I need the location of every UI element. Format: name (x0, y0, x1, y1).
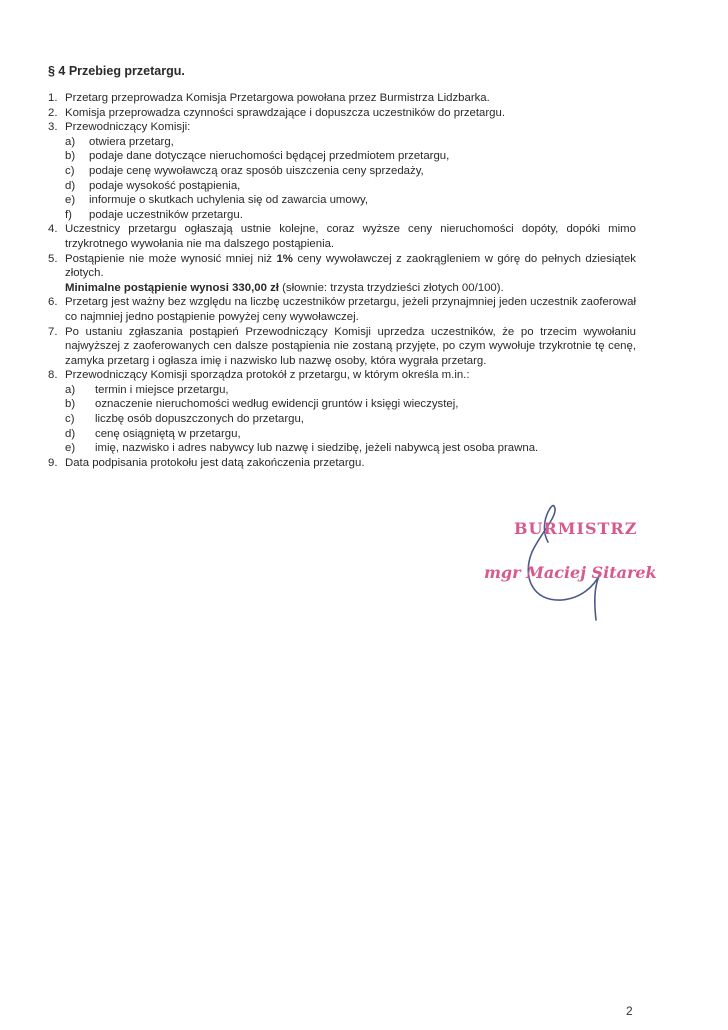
list-item: 7. Po ustaniu zgłaszania postąpień Przewodniczący Komisji uprzedza uczestników, że po trzecim wywołaniu najwyższej z zaoferowanych cen dalsze postąpienia nie zostaną przyjęte, po czym wywołuje trzykrotnie tę cenę, zamyka przetarg i ogłasza imię i nazwisko lub nazwę osoby, która wygrała przetarg. (48, 325, 636, 367)
section-heading: § 4 Przebieg przetargu. (48, 64, 185, 78)
list-item: 9. Data podpisania protokołu jest datą zakończenia przetargu. (48, 456, 365, 469)
list-item: 2. Komisja przeprowadza czynności sprawdzające i dopuszcza uczestników do przetargu. (48, 106, 506, 119)
sub-item: e) informuje o skutkach uchylenia się od zawarcia umowy, (65, 194, 368, 207)
stamp-name: mgr Maciej Sitarek (484, 563, 657, 582)
sub-item: b) oznaczenie nieruchomości według ewidencji gruntów i księgi wieczystej, (65, 398, 459, 411)
stamp-title: BURMISTRZ (514, 519, 638, 538)
sub-item: d) cenę osiągniętą w przetargu, (65, 427, 241, 440)
list-item: 8. Przewodniczący Komisji sporządza protokół z przetargu, w którym określa m.in.: (48, 369, 470, 382)
document-body (48, 91, 636, 470)
sub-item: d) podaje wysokość postąpienia, (65, 179, 241, 192)
sub-item: a) termin i miejsce przetargu, (65, 383, 229, 396)
signature-icon (470, 494, 650, 624)
list-item: 5. Postąpienie nie może wynosić mniej niż 1% ceny wywoławczej z zaokrągleniem w górę do pełnych dziesiątek złotych. Minimalne postąpienie wynosi 330,00 zł (słownie: trzysta trzydzieści złotych 00/100). (48, 252, 637, 294)
sub-item: f) podaje uczestników przetargu. (65, 208, 243, 221)
sub-item: b) podaje dane dotyczące nieruchomości będącej przedmiotem przetargu, (65, 150, 450, 163)
list-item: 4. Uczestnicy przetargu ogłaszają ustnie kolejne, coraz wyższe ceny nieruchomości dopóty, dopóki mimo trzykrotnego wywołania nie ma dalszego postąpienia. (48, 223, 636, 250)
list-item: 3. Przewodniczący Komisji: (48, 121, 191, 134)
sub-item: a) otwiera przetarg, (65, 135, 174, 148)
list-item: 1. Przetarg przeprowadza Komisja Przetargowa powołana przez Burmistrza Lidzbarka. (48, 92, 490, 104)
sub-item: e) imię, nazwisko i adres nabywcy lub nazwę i siedzibę, jeżeli nabywcą jest osoba prawna. (65, 442, 539, 455)
list-item: 6. Przetarg jest ważny bez względu na liczbę uczestników przetargu, jeżeli przynajmniej jeden uczestnik zaoferował co najmniej jedno postąpienie powyżej ceny wywoławczej. (48, 296, 636, 323)
sub-item: c) podaje cenę wywoławczą oraz sposób uiszczenia ceny sprzedaży, (65, 164, 424, 177)
page-number: 2 (626, 1004, 633, 1018)
sub-item: c) liczbę osób dopuszczonych do przetargu, (65, 413, 304, 426)
